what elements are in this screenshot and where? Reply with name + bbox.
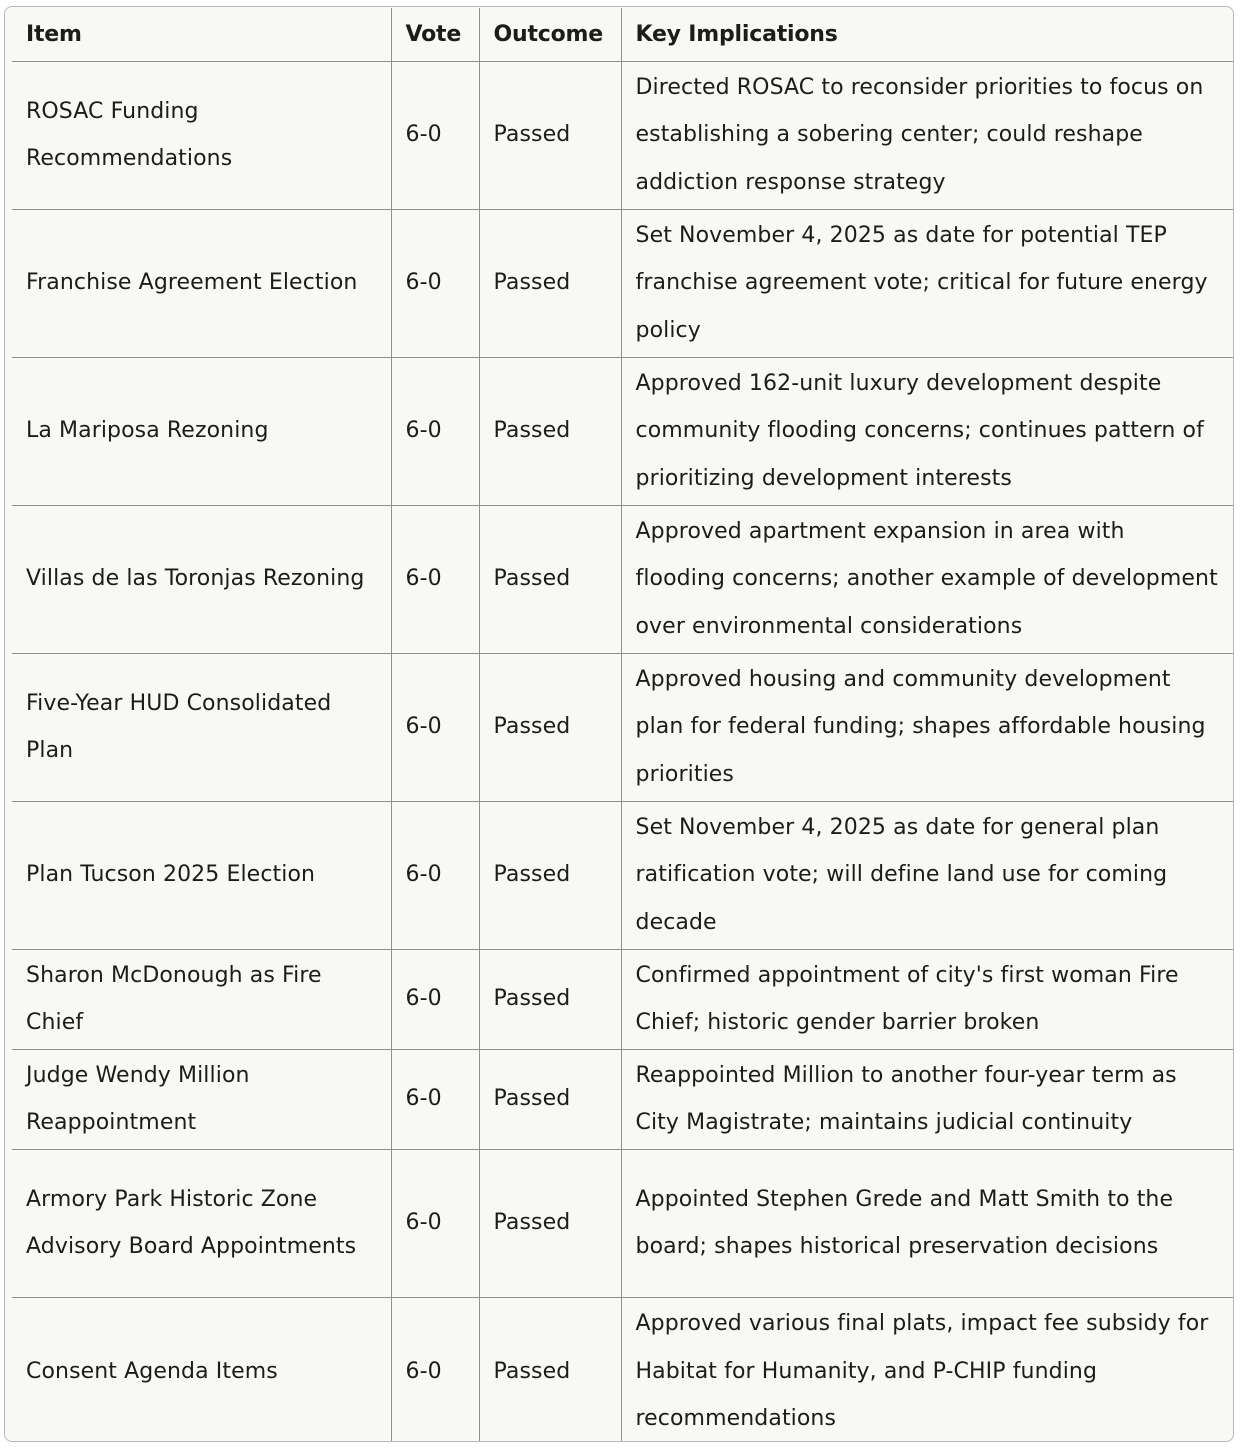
item-cell: Judge Wendy Million Reappointment (12, 1049, 391, 1149)
table-header-row (12, 8, 1234, 61)
header-outcome: Outcome (479, 8, 621, 61)
outcome-cell: Passed (479, 209, 621, 357)
votes-table (12, 8, 1234, 1442)
vote-cell: 6-0 (391, 357, 479, 505)
implications-cell: Set November 4, 2025 as date for potential TEP franchise agreement vote; critical for future energy policy (621, 209, 1234, 357)
implications-cell: Approved various final plats, impact fee subsidy for Habitat for Humanity, and P-CHIP funding recommendations (621, 1297, 1234, 1442)
outcome-cell: Passed (479, 1049, 621, 1149)
vote-cell: 6-0 (391, 801, 479, 949)
table-row (12, 801, 1234, 949)
item-cell: Villas de las Toronjas Rezoning (12, 505, 391, 653)
item-cell: Plan Tucson 2025 Election (12, 801, 391, 949)
item-cell: Five-Year HUD Consolidated Plan (12, 653, 391, 801)
table-row (12, 1049, 1234, 1149)
outcome-cell: Passed (479, 505, 621, 653)
outcome-cell: Passed (479, 653, 621, 801)
item-cell: Consent Agenda Items (12, 1297, 391, 1442)
implications-cell: Directed ROSAC to reconsider priorities to focus on establishing a sobering center; could reshape addiction response strategy (621, 61, 1234, 209)
outcome-cell: Passed (479, 801, 621, 949)
table-row (12, 61, 1234, 209)
outcome-cell: Passed (479, 357, 621, 505)
header-key-implications: Key Implications (621, 8, 1234, 61)
table-row (12, 505, 1234, 653)
item-cell: La Mariposa Rezoning (12, 357, 391, 505)
item-cell: Armory Park Historic Zone Advisory Board Appointments (12, 1149, 391, 1297)
vote-cell: 6-0 (391, 1149, 479, 1297)
implications-cell: Reappointed Million to another four-year term as City Magistrate; maintains judicial continuity (621, 1049, 1234, 1149)
table-row (12, 653, 1234, 801)
header-item: Item (12, 8, 391, 61)
vote-cell: 6-0 (391, 505, 479, 653)
implications-cell: Confirmed appointment of city's first woman Fire Chief; historic gender barrier broken (621, 949, 1234, 1049)
implications-cell: Appointed Stephen Grede and Matt Smith to the board; shapes historical preservation decisions (621, 1149, 1234, 1297)
table-row (12, 949, 1234, 1049)
vote-cell: 6-0 (391, 1049, 479, 1149)
implications-cell: Approved housing and community development plan for federal funding; shapes affordable housing priorities (621, 653, 1234, 801)
vote-cell: 6-0 (391, 1297, 479, 1442)
item-cell: Sharon McDonough as Fire Chief (12, 949, 391, 1049)
outcome-cell: Passed (479, 1149, 621, 1297)
vote-cell: 6-0 (391, 209, 479, 357)
vote-cell: 6-0 (391, 653, 479, 801)
table-container (4, 6, 1234, 1442)
table-row (12, 209, 1234, 357)
table-row (12, 1297, 1234, 1442)
implications-cell: Approved 162-unit luxury development despite community flooding concerns; continues pattern of prioritizing development interests (621, 357, 1234, 505)
vote-cell: 6-0 (391, 61, 479, 209)
outcome-cell: Passed (479, 61, 621, 209)
implications-cell: Approved apartment expansion in area with flooding concerns; another example of development over environmental considerations (621, 505, 1234, 653)
table-row (12, 357, 1234, 505)
outcome-cell: Passed (479, 1297, 621, 1442)
header-vote: Vote (391, 8, 479, 61)
outcome-cell: Passed (479, 949, 621, 1049)
vote-cell: 6-0 (391, 949, 479, 1049)
implications-cell: Set November 4, 2025 as date for general plan ratification vote; will define land use for coming decade (621, 801, 1234, 949)
table-row (12, 1149, 1234, 1297)
item-cell: ROSAC Funding Recommendations (12, 61, 391, 209)
item-cell: Franchise Agreement Election (12, 209, 391, 357)
